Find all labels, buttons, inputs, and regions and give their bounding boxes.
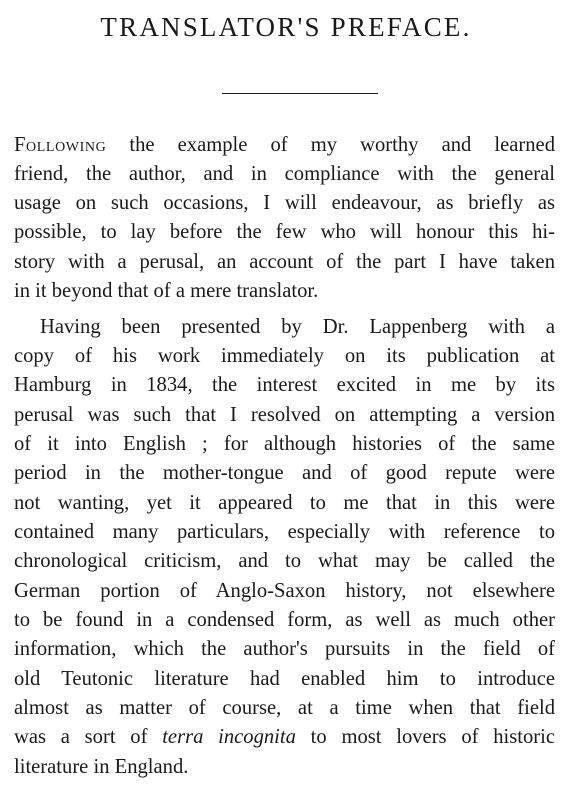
paragraph-2-line-15 [14,723,555,752]
paragraph-1-line-4: possible, to lay before the few who will honour this hi- [14,221,555,243]
paragraph-1-line-3: usage on such occasions, I will endeavour, as briefly as [14,192,555,214]
paragraph-1-line-1 [14,131,555,160]
paragraph-2-line-5: of it into English ; for although histories of the same [14,433,555,455]
paragraph-2-line-13: old Teutonic literature had enabled him to introduce [14,668,555,690]
line-text: the example of my worthy and learned [106,134,555,156]
paragraph-1-line-5: story with a perusal, an account of the part I have taken [14,251,555,273]
paragraph-2-line-10: German portion of Anglo-Saxon history, not elsewhere [14,580,555,602]
paragraph-2-line-1: Having been presented by Dr. Lappenberg with a [40,316,555,338]
italic-phrase: terra incognita [162,726,296,748]
paragraph-2-line-3: Hamburg in 1834, the interest excited in me by its [14,374,555,396]
paragraph-2-line-14: almost as matter of course, at a time when that field [14,697,555,719]
paragraph-2-line-6: period in the mother-tongue and of good repute were [14,462,555,484]
paragraph-2-line-4: perusal was such that I resolved on attempting a version [14,404,555,426]
paragraph-2-line-12: information, which the author's pursuits in the field of [14,638,555,660]
paragraph-1-line-2: friend, the author, and in compliance with the general [14,163,555,185]
paragraph-2-line-16: literature in England. [14,756,189,778]
lead-word: Following [14,134,107,156]
paragraph-2-line-8: contained many particulars, especially with reference to [14,521,555,543]
paragraph-2-line-7: not wanting, yet it appeared to me that in this were [14,492,555,514]
line-text: to most lovers of historic [295,726,555,748]
paragraph-1-line-6: in it beyond that of a mere translator. [14,280,319,302]
paragraph-2-line-2: copy of his work immediately on its publication at [14,345,555,367]
page-title: TRANSLATOR'S PREFACE. [100,12,472,42]
paragraph-2-line-11: to be found in a condensed form, as well as much other [14,609,555,631]
paragraph-2-line-9: chronological criticism, and to what may be called the [14,550,555,572]
line-text: was a sort of [14,726,163,748]
title-divider [222,93,378,94]
